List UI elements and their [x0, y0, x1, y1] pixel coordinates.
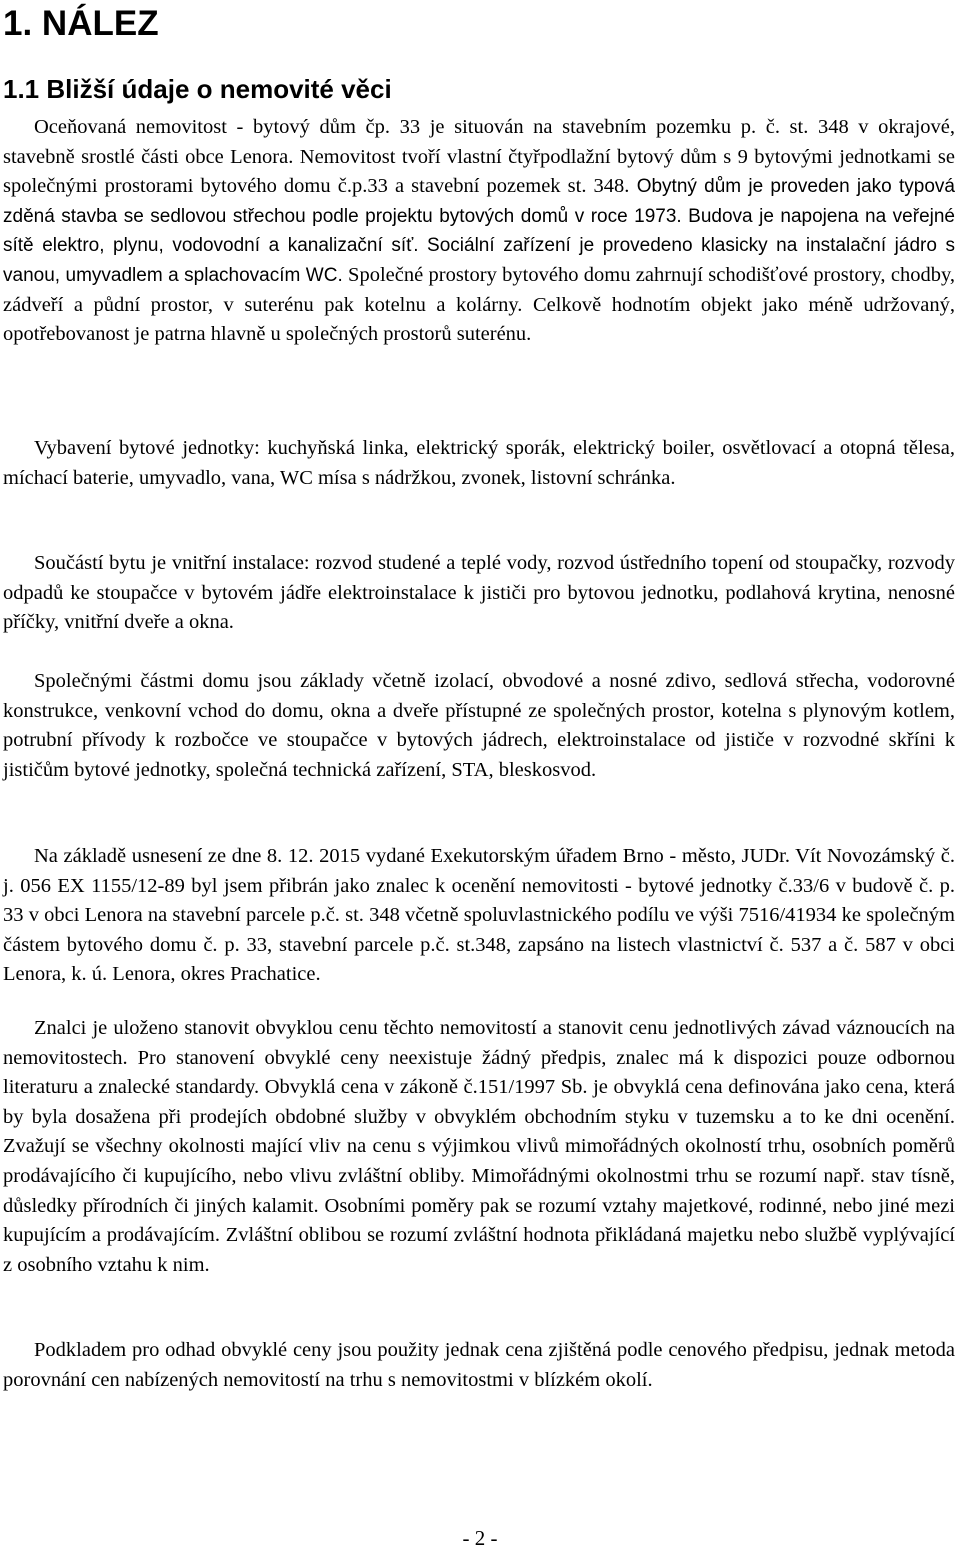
paragraph-building-construction: Obytný dům je proveden jako typová zděná stavba se sedlovou střechou podle projektu bytových domů v roce 1973. Budova je napojena na veřejné sítě elektro, plynu, vodovodní a kanalizační síť. Sociální zařízení je provedeno klasicky na instalační jádro s vanou, umyvadlem a splachovacím WC.: [3, 176, 955, 286]
paragraph-valuation-basis: Podkladem pro odhad obvyklé ceny jsou použity jednak cena zjištěná podle cenového předpisu, jednak metoda porovnání cen nabízených nemovitostí na trhu s nemovitostmi v blízkém okolí.: [3, 1339, 955, 1391]
section-heading: 1. NÁLEZ: [3, 4, 159, 43]
paragraph-property-description: [3, 113, 955, 350]
paragraph-unit-installations: Součástí bytu je vnitřní instalace: rozvod studené a teplé vody, rozvod ústředního topení od stoupačky, rozvody odpadů ke stoupačce v bytovém jádře elektroinstalace k jističi pro bytovou jednotku, podlahová krytina, nenosné příčky, vnitřní dveře a okna.: [3, 552, 955, 634]
paragraph-common-parts: Společnými částmi domu jsou základy včetně izolací, obvodové a nosné zdivo, sedlová střecha, vodorovné konstrukce, venkovní vchod do domu, okna a dveře přístupné ze společných prostor, kotelna s plynovým kotlem, potrubní přívody k rozbočce ve stoupačce v bytových jádrech, elektroinstalace od jističe v rozvodné skříni k jističům bytové jednotky, společná technická zařízení, STA, bleskosvod.: [3, 670, 955, 781]
paragraph-common-areas: Společné prostory bytového domu zahrnují schodišťové prostory, chodby, zádveří a půdní prostor, v suterénu pak kotelnu a kolárny. Celkově hodnotím objekt jako méně udržovaný, opotřebovanost je patrna hlavně u společných prostorů suterénu.: [3, 263, 956, 346]
paragraph-court-order: Na základě usnesení ze dne 8. 12. 2015 vydané Exekutorským úřadem Brno - město, JUDr. Vít Novozámský č. j. 056 EX 1155/12-89 byl jsem přibrán jako znalec k ocenění nemovitosti - bytové jednotky č.33/6 v budově č. p. 33 v obci Lenora na stavební parcele p.č. st. 348 včetně spoluvlastnického podílu ve výši 7516/41934 ke společným částem bytového domu č. p. 33, stavební parcele p.č. st.348, zapsáno na listech vlastnictví č. 537 a č. 587 v obci Lenora, k. ú. Lenora, okres Prachatice.: [3, 845, 955, 986]
paragraph-valuation-task: Znalci je uloženo stanovit obvyklou cenu těchto nemovitostí a stanovit cenu jednotlivých závad váznoucích na nemovitostech. Pro stanovení obvyklé ceny neexistuje žádný předpis, znalec má k dispozici pouze odbornou literaturu a znalecké standardy. Obvyklá cena v zákoně č.151/1997 Sb. je obvyklá cena definována jako cena, která by byla dosažena při prodejích obdobné služby v obvyklém obchodním styku v tuzemsku a to ke dni ocenění. Zvažují se všechny okolnosti mající vliv na cenu s výjimkou vlivů mimořádných okolností trhu, osobních poměrů prodávajícího či kupujícího, nebo vlivu zvláštní obliby. Mimořádnými okolnostmi trhu se rozumí např. stav tísně, důsledky přírodních či jiných kalamit. Osobními poměry pak se rozumí vztahy majetkové, rodinné, nebo jiné mezi kupujícím a prodávajícím. Zvláštní oblibou se rozumí zvláštní hodnota přikládaná majetku nebo službě vyplývající z osobního vztahu k nim.: [3, 1017, 955, 1276]
page-number: - 2 -: [462, 1526, 498, 1550]
paragraph-property-location: Oceňovaná nemovitost - bytový dům čp. 33 je situován na stavebním pozemku p. č. st. 348 v okrajové, stavebně srostlé části obce Lenora. Nemovitost tvoří vlastní čtyřpodlažní bytový dům s 9 bytovými jednotkami se společnými prostorami bytového domu č.p.33 a stavební pozemek st. 348.: [3, 116, 955, 198]
paragraph-unit-equipment: Vybavení bytové jednotky: kuchyňská linka, elektrický sporák, elektrický boiler, osvětlovací a otopná tělesa, míchací baterie, umyvadlo, vana, WC mísa s nádržkou, zvonek, listovní schránka.: [3, 437, 955, 489]
subsection-heading: 1.1 Bližší údaje o nemovité věci: [3, 74, 392, 104]
